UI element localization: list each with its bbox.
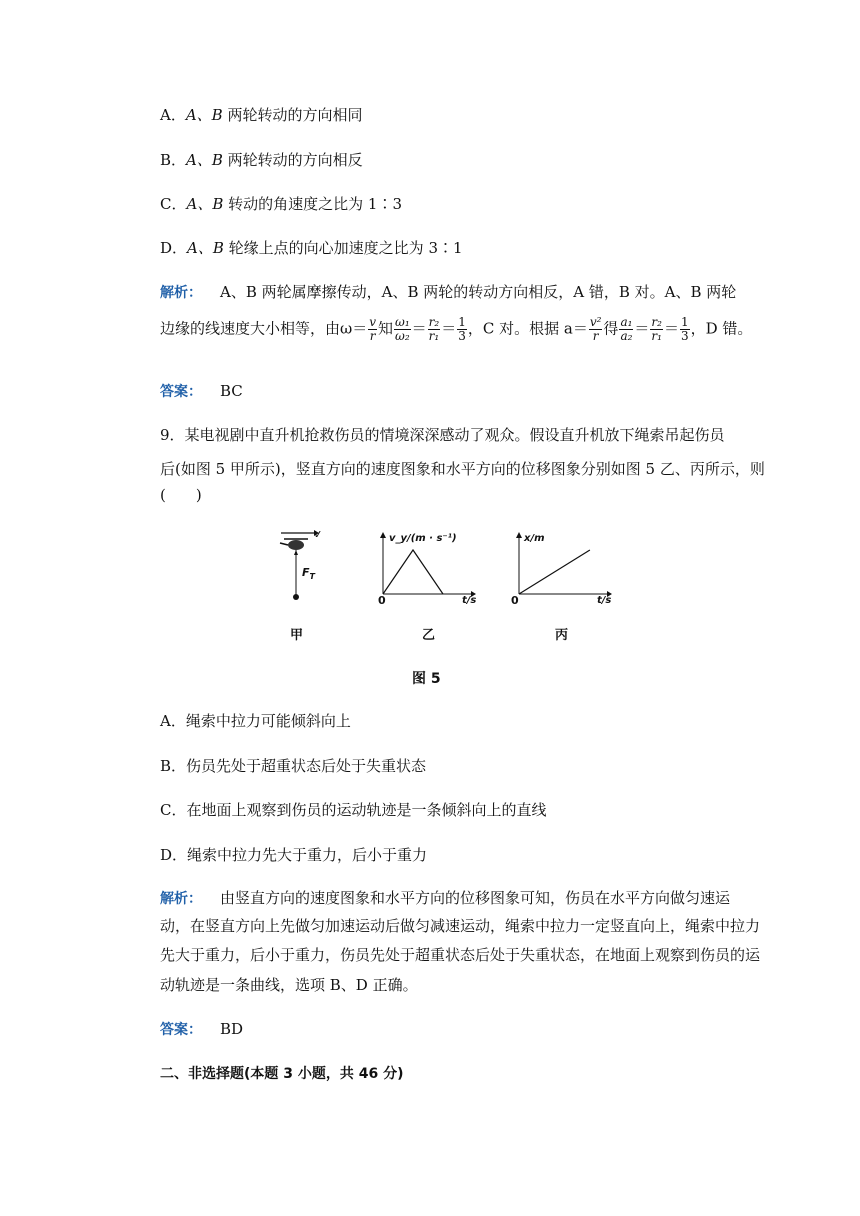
yi-xlabel: t/s: [462, 595, 477, 606]
bing-ylabel: x/m: [524, 533, 545, 544]
fraction-v2-over-r: $\frac{\text{v²}}{r}$: [589, 315, 602, 343]
q8-answer: [160, 381, 243, 402]
sub-label-bing: 丙: [555, 628, 569, 643]
sub-label-jia: 甲: [290, 628, 304, 643]
analysis-heading: 解析：: [160, 891, 202, 907]
q8-option-b: B．A、B 两轮转动的方向相反: [160, 151, 363, 169]
yi-origin: 0: [378, 594, 386, 607]
analysis-heading: 解析：: [160, 285, 202, 301]
q8-analysis-line1: 解析： A、B 两轮属摩擦传动，A、B 两轮的转动方向相反，A 错，B 对。A、B 两轮: [160, 283, 737, 301]
fraction-one-third-b: $\frac{1}{3}$: [680, 315, 689, 343]
fraction-r2-r1-b: $\frac{\text{r₂}}{\text{r₁}}$: [651, 315, 662, 343]
bing-origin: 0: [511, 594, 519, 607]
answer-heading: 答案：: [160, 384, 202, 400]
q9-option-b: B．伤员先处于超重状态后处于失重状态: [160, 757, 427, 775]
q8-analysis-line2: 边缘的线速度大小相等，由ω＝ $\frac{v}{r}$ 知 $\frac{\text{ω₁}}{\text{ω₂}}$ ＝ $\frac{\text{r₂}}{\text{r₁}}$ ＝ $\frac{1}{3}$ ，C 对。根据 a＝ $\frac{\text{v²}}{r}$ 得 $\frac{\text{a₁}}{\text{a₂}}$ ＝ $\frac{\text{r₂}}{\text{r₁}}$ ＝ $\frac{1}{3}$ ，D 错。: [160, 315, 753, 343]
q9-stem-line2: 后(如图 5 甲所示)，竖直方向的速度图象和水平方向的位移图象分别如图 5 乙、丙所示，则: [160, 460, 765, 478]
figure-jia-helicopter: [276, 525, 336, 605]
fraction-omega: $\frac{\text{ω₁}}{\text{ω₂}}$: [395, 315, 410, 343]
q8-option-a: A．A、B 两轮转动的方向相同: [160, 106, 363, 124]
yi-ylabel: v_y/(m · s⁻¹): [389, 533, 457, 544]
figure-caption: 图 5: [412, 671, 441, 687]
jia-v-label: v: [314, 527, 321, 540]
answer-heading: 答案：: [160, 1022, 202, 1038]
yi-velocity-line: [383, 550, 443, 594]
q9-option-d: D．绳索中拉力先大于重力，后小于重力: [160, 846, 428, 864]
q9-option-c: C．在地面上观察到伤员的运动轨迹是一条倾斜向上的直线: [160, 801, 547, 819]
q9-option-a: A．绳索中拉力可能倾斜向上: [160, 712, 351, 730]
jia-ft-label: $F_T$: [302, 566, 315, 582]
q9-stem-line1: 9．某电视剧中直升机抢救伤员的情境深深感动了观众。假设直升机放下绳索吊起伤员: [160, 426, 725, 444]
section-heading: 二、非选择题(本题 3 小题，共 46 分): [160, 1066, 404, 1082]
answer-value: BC: [220, 382, 243, 400]
q9-answer: [160, 1019, 243, 1040]
q8-option-d: D．A、B 轮缘上点的向心加速度之比为 3∶1: [160, 239, 463, 257]
bing-displacement-line: [519, 550, 590, 594]
answer-value: BD: [220, 1020, 244, 1038]
q9-analysis-line4: 动轨迹是一条曲线，选项 B、D 正确。: [160, 976, 418, 994]
fraction-a1-a2: $\frac{\text{a₁}}{\text{a₂}}$: [620, 315, 633, 343]
bing-xlabel: t/s: [597, 595, 612, 606]
q8-option-c: C．A、B 转动的角速度之比为 1∶3: [160, 195, 402, 213]
fraction-one-third: $\frac{1}{3}$: [458, 315, 466, 343]
q9-analysis-line1: 解析： 由竖直方向的速度图象和水平方向的位移图象可知，伤员在水平方向做匀速运: [160, 889, 731, 907]
q9-analysis-line3: 先大于重力，后小于重力，伤员先处于超重状态后处于失重状态，在地面上观察到伤员的运: [160, 946, 761, 964]
sub-label-yi: 乙: [422, 628, 436, 643]
q9-analysis-line2: 动，在竖直方向上先做匀加速运动后做匀减速运动，绳索中拉力一定竖直向上，绳索中拉力: [160, 917, 761, 935]
q9-stem-line3: ( ): [160, 486, 202, 504]
fraction-v-over-r: $\frac{v}{r}$: [369, 315, 377, 343]
fraction-r2-r1: $\frac{\text{r₂}}{\text{r₁}}$: [428, 315, 440, 343]
